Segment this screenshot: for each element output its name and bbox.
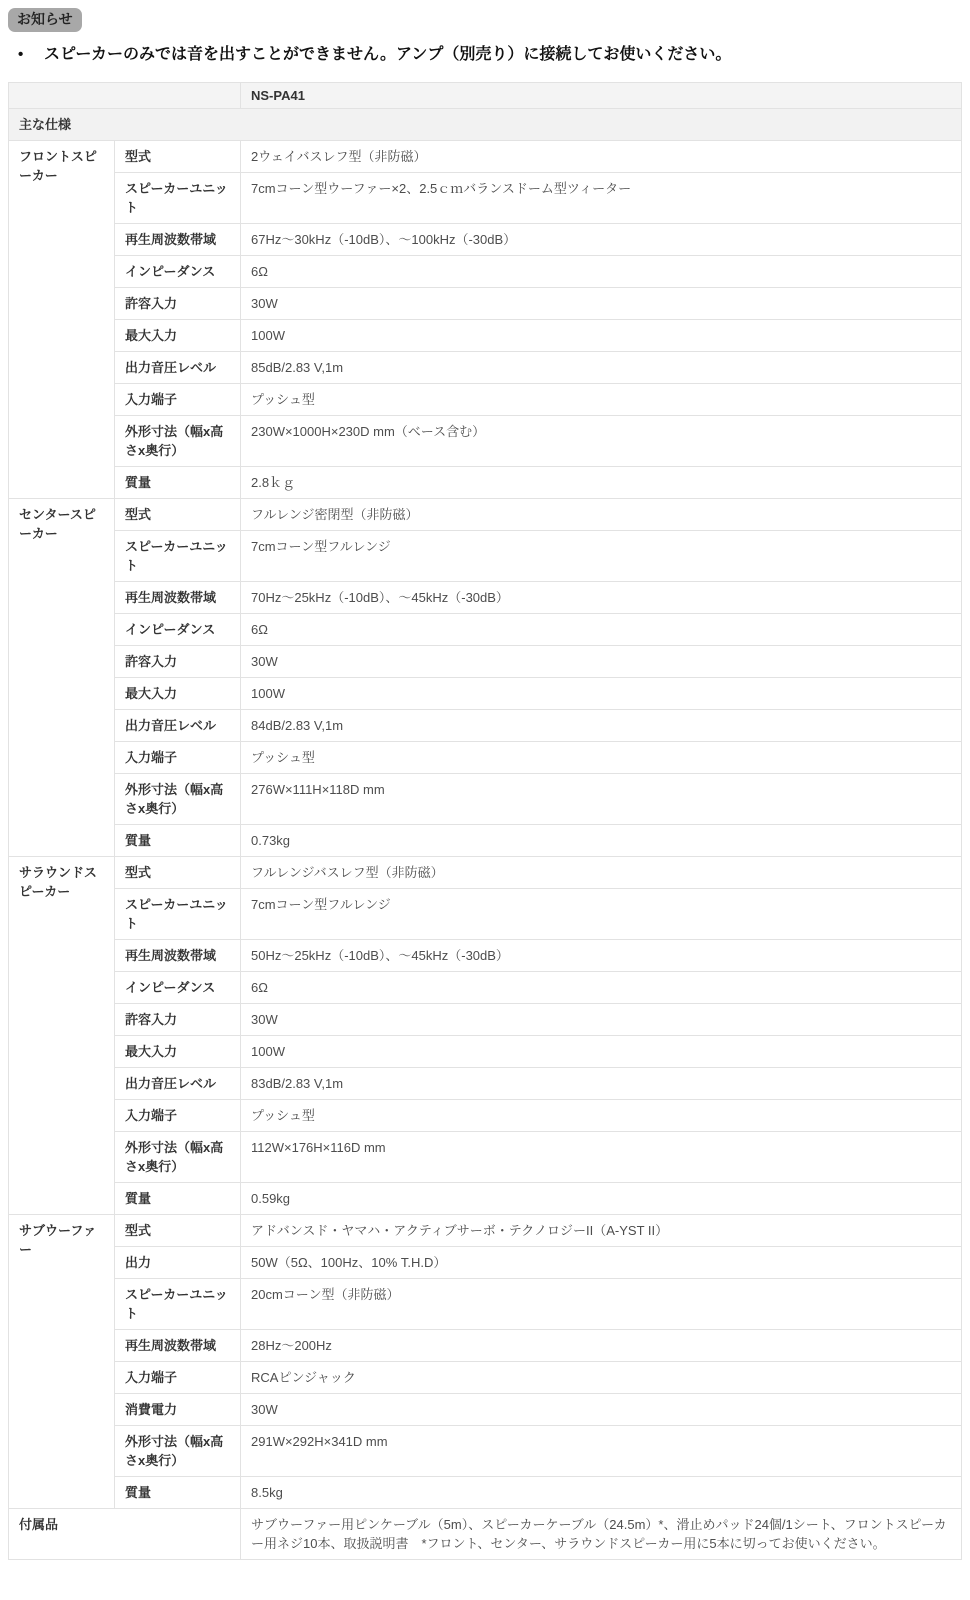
- section-header-row: [9, 109, 962, 141]
- spec-label: 最大入力: [115, 1036, 241, 1068]
- spec-row: [9, 1426, 962, 1477]
- spec-label: 質量: [115, 1477, 241, 1509]
- spec-label: 型式: [115, 141, 241, 173]
- section-title: 主な仕様: [9, 109, 962, 141]
- category-cell: サブウーファー: [9, 1215, 115, 1509]
- spec-row: [9, 1132, 962, 1183]
- spec-value: 50W（5Ω、100Hz、10% T.H.D）: [241, 1247, 962, 1279]
- spec-value: 112W×176H×116D mm: [241, 1132, 962, 1183]
- spec-value: 6Ω: [241, 614, 962, 646]
- spec-row: [9, 1279, 962, 1330]
- spec-label: 許容入力: [115, 1004, 241, 1036]
- spec-row: [9, 1036, 962, 1068]
- spec-label: 型式: [115, 499, 241, 531]
- spec-table: [8, 82, 962, 1560]
- spec-row: [9, 352, 962, 384]
- spec-value: プッシュ型: [241, 1100, 962, 1132]
- category-cell: センタースピーカー: [9, 499, 115, 857]
- spec-label: 入力端子: [115, 1362, 241, 1394]
- spec-row: [9, 1330, 962, 1362]
- spec-row: [9, 499, 962, 531]
- spec-label: 質量: [115, 1183, 241, 1215]
- spec-value: 67Hz～30kHz（-10dB）、～100kHz（-30dB）: [241, 224, 962, 256]
- spec-row: [9, 972, 962, 1004]
- spec-row: [9, 1183, 962, 1215]
- spec-value: 0.59kg: [241, 1183, 962, 1215]
- spec-label: 再生周波数帯域: [115, 582, 241, 614]
- spec-label: 消費電力: [115, 1394, 241, 1426]
- spec-row: [9, 531, 962, 582]
- accessories-label: 付属品: [9, 1509, 241, 1560]
- spec-value: 291W×292H×341D mm: [241, 1426, 962, 1477]
- spec-row: [9, 825, 962, 857]
- spec-value: 100W: [241, 320, 962, 352]
- spec-label: 外形寸法（幅x高さx奥行）: [115, 416, 241, 467]
- category-cell: サラウンドスピーカー: [9, 857, 115, 1215]
- spec-label: 型式: [115, 857, 241, 889]
- spec-row: [9, 384, 962, 416]
- spec-label: 最大入力: [115, 678, 241, 710]
- spec-row: [9, 141, 962, 173]
- spec-value: 70Hz～25kHz（-10dB）、～45kHz（-30dB）: [241, 582, 962, 614]
- spec-label: 外形寸法（幅x高さx奥行）: [115, 774, 241, 825]
- spec-value: 28Hz～200Hz: [241, 1330, 962, 1362]
- spec-value: 7cmコーン型ウーファー×2、2.5ｃｍバランスドーム型ツィーター: [241, 173, 962, 224]
- spec-value: 30W: [241, 1004, 962, 1036]
- spec-label: 出力音圧レベル: [115, 352, 241, 384]
- spec-value: フルレンジ密閉型（非防磁）: [241, 499, 962, 531]
- accessories-row: [9, 1509, 962, 1560]
- spec-value: 6Ω: [241, 972, 962, 1004]
- spec-row: [9, 582, 962, 614]
- spec-label: 外形寸法（幅x高さx奥行）: [115, 1132, 241, 1183]
- spec-row: [9, 1100, 962, 1132]
- spec-label: 再生周波数帯域: [115, 940, 241, 972]
- category-cell: フロントスピーカー: [9, 141, 115, 499]
- spec-label: スピーカーユニット: [115, 173, 241, 224]
- notice-text: スピーカーのみでは音を出すことができません。アンプ（別売り）に接続してお使いください。: [44, 46, 732, 63]
- spec-row: [9, 742, 962, 774]
- spec-row: [9, 173, 962, 224]
- spec-label: インピーダンス: [115, 972, 241, 1004]
- notice-line: [18, 44, 962, 66]
- spec-label: 外形寸法（幅x高さx奥行）: [115, 1426, 241, 1477]
- spec-label: スピーカーユニット: [115, 1279, 241, 1330]
- spec-label: スピーカーユニット: [115, 889, 241, 940]
- spec-row: [9, 1362, 962, 1394]
- spec-label: インピーダンス: [115, 614, 241, 646]
- spec-value: 230W×1000H×230D mm（ベース含む）: [241, 416, 962, 467]
- spec-value: フルレンジバスレフ型（非防磁）: [241, 857, 962, 889]
- spec-label: 出力音圧レベル: [115, 710, 241, 742]
- spec-value: 276W×111H×118D mm: [241, 774, 962, 825]
- spec-row: [9, 1394, 962, 1426]
- spec-row: [9, 1477, 962, 1509]
- table-header-row: [9, 83, 962, 109]
- spec-row: [9, 467, 962, 499]
- spec-row: [9, 889, 962, 940]
- spec-row: [9, 857, 962, 889]
- spec-row: [9, 256, 962, 288]
- spec-value: 6Ω: [241, 256, 962, 288]
- spec-value: 30W: [241, 646, 962, 678]
- spec-value: 100W: [241, 1036, 962, 1068]
- spec-row: [9, 614, 962, 646]
- spec-label: 再生周波数帯域: [115, 224, 241, 256]
- accessories-value: サブウーファー用ピンケーブル（5m）、スピーカーケーブル（24.5m）*、滑止めパッド24個/1シート、フロントスピーカー用ネジ10本、取扱説明書 *フロント、センター、サラウンドスピーカー用に5本に切ってお使いください。: [241, 1509, 962, 1560]
- spec-label: 許容入力: [115, 646, 241, 678]
- spec-value: 30W: [241, 1394, 962, 1426]
- spec-label: 出力: [115, 1247, 241, 1279]
- spec-value: 0.73kg: [241, 825, 962, 857]
- spec-row: [9, 940, 962, 972]
- spec-label: インピーダンス: [115, 256, 241, 288]
- spec-value: 85dB/2.83 V,1m: [241, 352, 962, 384]
- spec-value: 2.8ｋｇ: [241, 467, 962, 499]
- spec-row: [9, 416, 962, 467]
- spec-row: [9, 646, 962, 678]
- spec-value: プッシュ型: [241, 742, 962, 774]
- spec-value: 50Hz～25kHz（-10dB）、～45kHz（-30dB）: [241, 940, 962, 972]
- spec-value: 84dB/2.83 V,1m: [241, 710, 962, 742]
- spec-value: 83dB/2.83 V,1m: [241, 1068, 962, 1100]
- spec-label: 再生周波数帯域: [115, 1330, 241, 1362]
- spec-row: [9, 1247, 962, 1279]
- spec-value: RCAピンジャック: [241, 1362, 962, 1394]
- spec-row: [9, 320, 962, 352]
- spec-row: [9, 774, 962, 825]
- spec-value: アドバンスド・ヤマハ・アクティブサーボ・テクノロジーII（A-YST II）: [241, 1215, 962, 1247]
- spec-label: 入力端子: [115, 742, 241, 774]
- spec-row: [9, 710, 962, 742]
- spec-row: [9, 224, 962, 256]
- spec-value: 20cmコーン型（非防磁）: [241, 1279, 962, 1330]
- spec-label: 許容入力: [115, 288, 241, 320]
- spec-label: 最大入力: [115, 320, 241, 352]
- notice-badge: お知らせ: [8, 8, 82, 32]
- spec-row: [9, 1068, 962, 1100]
- spec-label: スピーカーユニット: [115, 531, 241, 582]
- spec-value: 100W: [241, 678, 962, 710]
- spec-value: 2ウェイバスレフ型（非防磁）: [241, 141, 962, 173]
- spec-label: 質量: [115, 467, 241, 499]
- spec-value: プッシュ型: [241, 384, 962, 416]
- spec-value: 8.5kg: [241, 1477, 962, 1509]
- spec-label: 入力端子: [115, 1100, 241, 1132]
- spec-row: [9, 288, 962, 320]
- product-name: NS-PA41: [241, 83, 962, 109]
- spec-row: [9, 678, 962, 710]
- empty-header-cell: [9, 83, 241, 109]
- spec-label: 入力端子: [115, 384, 241, 416]
- spec-value: 30W: [241, 288, 962, 320]
- spec-label: 質量: [115, 825, 241, 857]
- spec-row: [9, 1215, 962, 1247]
- spec-row: [9, 1004, 962, 1036]
- spec-label: 型式: [115, 1215, 241, 1247]
- spec-value: 7cmコーン型フルレンジ: [241, 531, 962, 582]
- bullet-marker: •: [18, 46, 24, 63]
- spec-value: 7cmコーン型フルレンジ: [241, 889, 962, 940]
- spec-label: 出力音圧レベル: [115, 1068, 241, 1100]
